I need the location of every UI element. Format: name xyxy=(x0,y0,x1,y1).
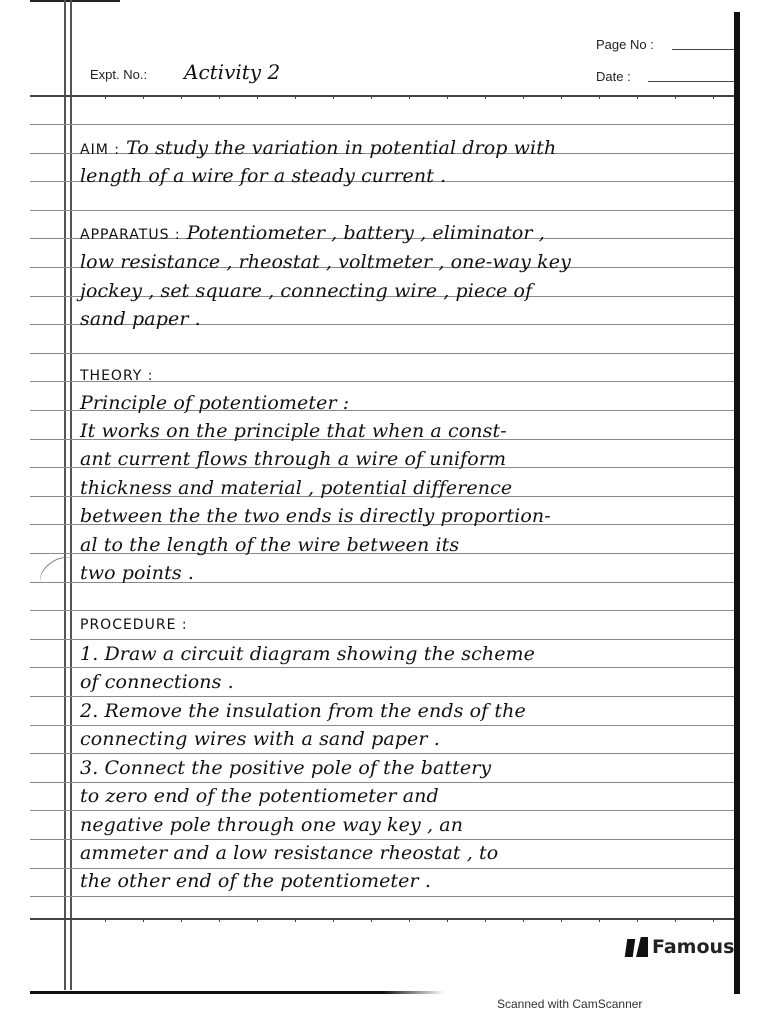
theory-line-4: between the the two ends is directly proportion- xyxy=(80,505,551,527)
ruled-line xyxy=(30,839,734,840)
ruler-tick xyxy=(675,918,676,922)
ruler-tick xyxy=(333,95,334,99)
date-label: Date : xyxy=(596,69,631,84)
page-bottom-edge xyxy=(30,991,445,994)
ruler-tick xyxy=(295,95,296,99)
brand-name: Famous xyxy=(652,936,735,958)
theory-line-3: thickness and material , potential difference xyxy=(80,477,513,499)
brand-logo-icon xyxy=(626,937,648,957)
ruler-tick xyxy=(523,95,524,99)
aim-text: To study the variation in potential drop with xyxy=(126,137,557,159)
margin-line xyxy=(70,0,72,990)
aim-line-1 xyxy=(80,137,556,159)
ruled-line xyxy=(30,610,734,611)
ruled-line xyxy=(30,868,734,869)
ruler-tick xyxy=(523,918,524,922)
ruled-line xyxy=(30,725,734,726)
ruled-line xyxy=(30,210,734,211)
stray-pen-mark xyxy=(34,551,81,594)
page-binding-edge xyxy=(734,12,740,994)
ruler-tick xyxy=(257,95,258,99)
expt-no-value: Activity 2 xyxy=(184,60,281,84)
apparatus-text: Potentiometer , battery , eliminator , xyxy=(186,222,545,244)
ruler-tick xyxy=(219,918,220,922)
ruler-tick xyxy=(485,918,486,922)
theory-line-5: al to the length of the wire between its xyxy=(80,534,460,556)
procedure-heading: PROCEDURE : xyxy=(80,617,188,633)
ruled-line xyxy=(30,782,734,783)
ruled-line-ticked xyxy=(30,918,734,920)
ruler-tick xyxy=(485,95,486,99)
aim-line-2: length of a wire for a steady current . xyxy=(80,165,447,187)
scanner-watermark: Scanned with CamScanner xyxy=(497,997,643,1011)
margin-line xyxy=(64,0,66,990)
apparatus-heading: APPARATUS : xyxy=(80,227,181,243)
theory-heading: THEORY : xyxy=(80,368,154,384)
ruler-tick xyxy=(371,95,372,99)
ruled-line xyxy=(30,124,734,125)
date-field xyxy=(648,81,734,82)
ruler-tick xyxy=(409,95,410,99)
ruler-tick xyxy=(561,918,562,922)
procedure-line-9: the other end of the potentiometer . xyxy=(80,870,431,892)
notebook-brand xyxy=(626,936,734,958)
procedure-line-7: negative pole through one way key , an xyxy=(80,814,464,836)
expt-no-label: Expt. No.: xyxy=(90,67,148,82)
ruled-line-ticked xyxy=(30,95,734,97)
ruler-tick xyxy=(675,95,676,99)
ruler-tick xyxy=(295,918,296,922)
ruled-line xyxy=(30,696,734,697)
ruled-line xyxy=(30,667,734,668)
apparatus-line-4: sand paper . xyxy=(80,308,201,330)
ruler-tick xyxy=(637,95,638,99)
ruler-tick xyxy=(105,918,106,922)
page-top-edge xyxy=(30,0,120,2)
ruler-tick xyxy=(105,95,106,99)
procedure-line-6: to zero end of the potentiometer and xyxy=(80,785,439,807)
ruler-tick xyxy=(371,918,372,922)
ruler-tick xyxy=(333,918,334,922)
theory-line-2: ant current flows through a wire of uniform xyxy=(80,448,507,470)
apparatus-line-2: low resistance , rheostat , voltmeter , one-way key xyxy=(80,251,571,273)
ruler-tick xyxy=(637,918,638,922)
ruled-line xyxy=(30,810,734,811)
ruler-tick xyxy=(181,95,182,99)
page-no-label: Page No : xyxy=(596,37,654,52)
apparatus-line-1 xyxy=(80,222,545,244)
ruler-tick xyxy=(447,918,448,922)
ruler-tick xyxy=(409,918,410,922)
procedure-line-1: 1. Draw a circuit diagram showing the scheme xyxy=(80,643,536,665)
ruled-line xyxy=(30,353,734,354)
ruled-line xyxy=(30,639,734,640)
procedure-line-4: connecting wires with a sand paper . xyxy=(80,728,440,750)
ruler-tick xyxy=(257,918,258,922)
aim-heading: AIM : xyxy=(80,142,120,158)
procedure-line-8: ammeter and a low resistance rheostat , to xyxy=(80,842,499,864)
apparatus-line-3: jockey , set square , connecting wire , piece of xyxy=(80,280,533,302)
procedure-line-3: 2. Remove the insulation from the ends of the xyxy=(80,700,526,722)
ruler-tick xyxy=(713,918,714,922)
ruler-tick xyxy=(599,918,600,922)
theory-line-6: two points . xyxy=(80,562,194,584)
ruled-line xyxy=(30,753,734,754)
ruler-tick xyxy=(713,95,714,99)
ruled-line xyxy=(30,896,734,897)
ruler-tick xyxy=(219,95,220,99)
theory-line-1: It works on the principle that when a const- xyxy=(80,420,507,442)
ruler-tick xyxy=(561,95,562,99)
ruler-tick xyxy=(181,918,182,922)
ruler-tick xyxy=(599,95,600,99)
procedure-line-2: of connections . xyxy=(80,671,234,693)
procedure-line-5: 3. Connect the positive pole of the battery xyxy=(80,757,492,779)
ruler-tick xyxy=(143,95,144,99)
page-no-field xyxy=(672,49,734,50)
ruler-tick xyxy=(447,95,448,99)
ruler-tick xyxy=(143,918,144,922)
theory-subheading: Principle of potentiometer : xyxy=(80,392,350,414)
